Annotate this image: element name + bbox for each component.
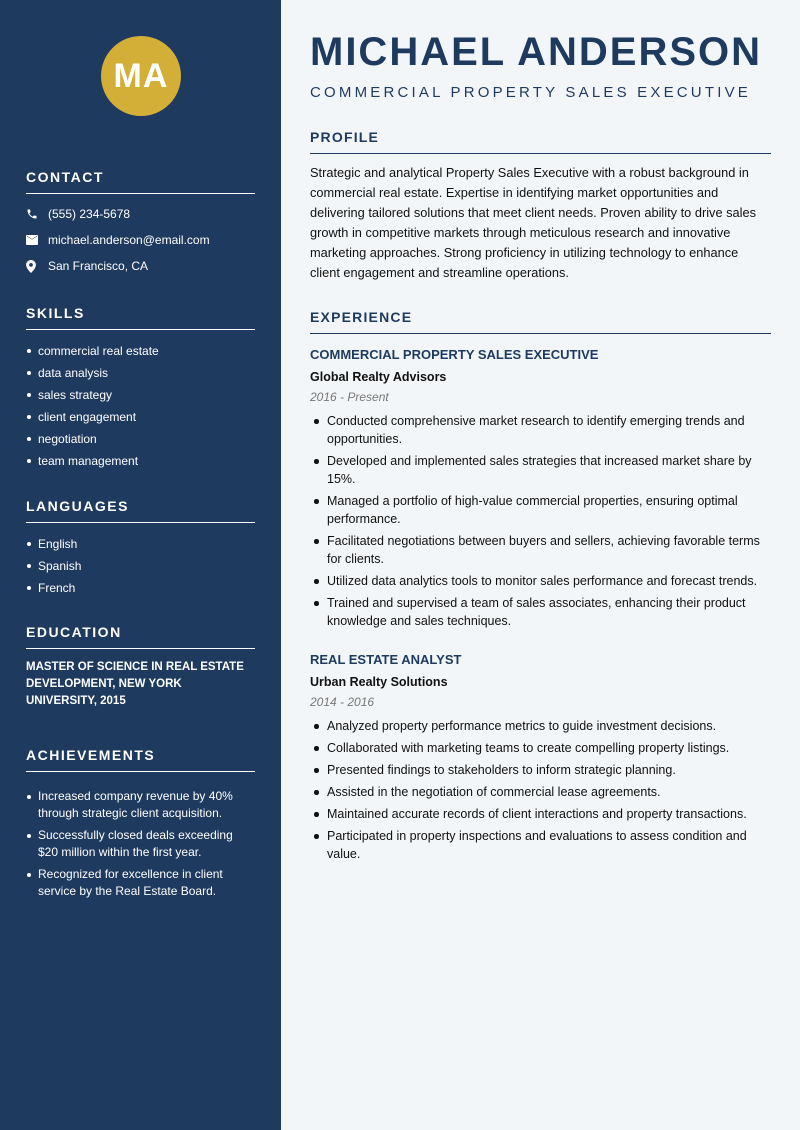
job-dates: 2016 - Present	[310, 390, 389, 404]
language-item: Spanish	[26, 555, 255, 577]
skill-item: negotiation	[26, 428, 255, 450]
education-heading: EDUCATION	[26, 624, 255, 649]
skills-heading: SKILLS	[26, 305, 255, 330]
contact-heading: CONTACT	[26, 169, 255, 194]
contact-location-row	[26, 253, 255, 279]
job-bullet: Developed and implemented sales strategies that increased market share by 15%.	[310, 452, 771, 488]
job-bullet: Assisted in the negotiation of commercial lease agreements.	[310, 783, 771, 801]
sidebar	[0, 0, 281, 1130]
candidate-title: COMMERCIAL PROPERTY SALES EXECUTIVE	[310, 84, 751, 101]
achievements-list	[26, 788, 255, 900]
profile-section	[310, 129, 771, 283]
achievement-item: Successfully closed deals exceeding $20 million within the first year.	[26, 827, 255, 861]
email-icon	[26, 235, 48, 245]
contact-phone: (555) 234-5678	[48, 207, 131, 221]
language-item: English	[26, 533, 255, 555]
profile-heading: PROFILE	[310, 129, 771, 154]
skills-section	[26, 305, 255, 472]
avatar: MA	[101, 36, 181, 116]
job-bullet: Maintained accurate records of client interactions and property transactions.	[310, 805, 771, 823]
achievement-item: Increased company revenue by 40% through strategic client acquisition.	[26, 788, 255, 822]
education-section	[26, 624, 255, 710]
education-entry: MASTER OF SCIENCE IN REAL ESTATE DEVELOPMENT, NEW YORK UNIVERSITY, 2015	[26, 661, 244, 707]
achievements-heading: ACHIEVEMENTS	[26, 747, 255, 772]
contact-location: San Francisco, CA	[48, 259, 149, 273]
job-entry	[310, 652, 771, 867]
languages-heading: LANGUAGES	[26, 498, 255, 523]
job-title: COMMERCIAL PROPERTY SALES EXECUTIVE	[310, 347, 599, 362]
candidate-name: MICHAEL ANDERSON	[310, 30, 763, 74]
experience-section	[310, 309, 771, 334]
achievements-section	[26, 747, 255, 905]
contact-email[interactable]: michael.anderson@email.com	[48, 233, 210, 247]
phone-icon	[26, 208, 48, 220]
languages-section	[26, 498, 255, 599]
contact-email-row	[26, 227, 255, 253]
skill-item: client engagement	[26, 406, 255, 428]
skill-item: team management	[26, 450, 255, 472]
job-company: Global Realty Advisors	[310, 370, 447, 384]
skill-item: data analysis	[26, 362, 255, 384]
language-item: French	[26, 577, 255, 599]
job-bullet: Analyzed property performance metrics to guide investment decisions.	[310, 717, 771, 735]
experience-heading: EXPERIENCE	[310, 309, 771, 334]
job-bullet: Managed a portfolio of high-value commercial properties, ensuring optimal performance.	[310, 492, 771, 528]
location-pin-icon	[26, 260, 48, 273]
job-dates: 2014 - 2016	[310, 695, 375, 709]
job-bullet: Trained and supervised a team of sales associates, enhancing their product knowledge and sales techniques.	[310, 594, 771, 630]
job-company: Urban Realty Solutions	[310, 675, 448, 689]
job-entry	[310, 347, 771, 634]
job-bullets	[310, 717, 771, 863]
job-bullet: Facilitated negotiations between buyers and sellers, achieving favorable terms for clients.	[310, 532, 771, 568]
job-bullet: Presented findings to stakeholders to inform strategic planning.	[310, 761, 771, 779]
skill-item: sales strategy	[26, 384, 255, 406]
achievement-item: Recognized for excellence in client service by the Real Estate Board.	[26, 866, 255, 900]
profile-text: Strategic and analytical Property Sales Executive with a robust background in commercial real estate. Expertise in identifying market opportunities and delivering tailored solutions that meet client needs. Proven ability to drive sales growth in competitive markets through meticulous research and innovative marketing approaches. Strong proficiency in utilizing technology to enhance client engagement and streamline operations.	[310, 165, 756, 280]
job-bullet: Collaborated with marketing teams to create compelling property listings.	[310, 739, 771, 757]
job-title: REAL ESTATE ANALYST	[310, 652, 462, 667]
contact-phone-row	[26, 201, 255, 227]
languages-list	[26, 533, 255, 599]
skill-item: commercial real estate	[26, 340, 255, 362]
job-bullet: Conducted comprehensive market research to identify emerging trends and opportunities.	[310, 412, 771, 448]
contact-section	[26, 169, 255, 279]
job-bullet: Utilized data analytics tools to monitor sales performance and forecast trends.	[310, 572, 771, 590]
job-bullets	[310, 412, 771, 630]
job-bullet: Participated in property inspections and evaluations to assess condition and value.	[310, 827, 771, 863]
skills-list	[26, 340, 255, 472]
